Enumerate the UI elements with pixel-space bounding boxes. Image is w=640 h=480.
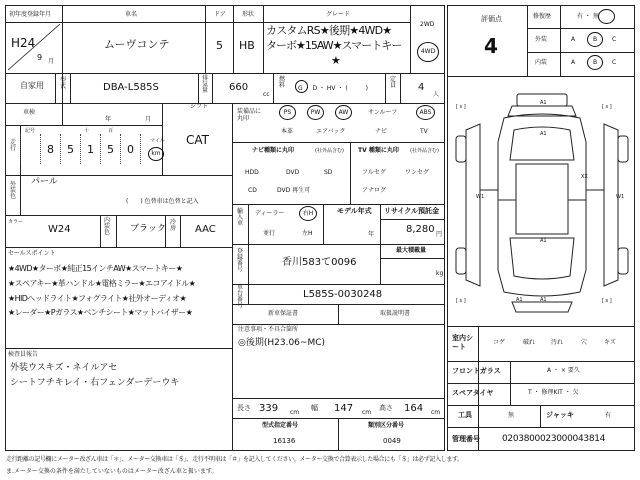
score-value: 4 bbox=[484, 34, 498, 58]
jack-label: ジャッキ bbox=[546, 411, 574, 419]
mileage-hundred-mark: 百 bbox=[108, 128, 114, 134]
color-code-value: W24 bbox=[48, 224, 71, 235]
equip-aw-circled: AW bbox=[335, 105, 352, 120]
first-reg-month: 9 bbox=[37, 53, 43, 62]
mileage-digit-cell: 8 bbox=[40, 134, 60, 164]
interior-sheet-item: コゲ bbox=[493, 339, 506, 346]
nav-type-sub: (社外品含む) bbox=[315, 148, 344, 154]
model-year-unit: 年 bbox=[368, 231, 375, 238]
interior-sheet-item: キズ bbox=[604, 339, 616, 346]
equip-sunroof: サンルーフ bbox=[368, 109, 398, 116]
miles-label: マイル bbox=[150, 138, 165, 144]
equipment-label: 装備品に丸印 bbox=[237, 108, 262, 123]
diagram-mark: A1 bbox=[540, 100, 547, 106]
sales-points-label: セールスポイント bbox=[8, 250, 56, 257]
capacity-unit: 人 bbox=[433, 91, 440, 98]
shape-value: HB bbox=[239, 39, 255, 52]
notes-label: 注意事項・不具合箇所 bbox=[238, 326, 299, 333]
diagram-mark: A1 bbox=[516, 297, 523, 303]
car-name-label: 車名 bbox=[125, 11, 138, 18]
interior-sheet-item: 汚れ bbox=[551, 339, 564, 346]
mileage-thousand-mark: 十 bbox=[84, 128, 90, 134]
jack-value: 有 bbox=[605, 412, 612, 419]
car-name: ムーヴコンテ bbox=[104, 38, 170, 51]
equip-ps-circled: PS bbox=[279, 105, 296, 120]
inspection-label: 車検 bbox=[23, 109, 36, 116]
plate-label: 登録番号 bbox=[237, 248, 244, 273]
model-label: 型式 bbox=[60, 77, 67, 90]
equip-pw-circled: PW bbox=[307, 105, 324, 120]
sales-point-line-3: ★HIDヘッドライト★フォグライト★社外オーディオ★ bbox=[8, 294, 187, 303]
grade-label: グレード bbox=[326, 11, 351, 18]
repair-options: 有 ・ 無 bbox=[577, 13, 599, 20]
grade-line-2: ターボ★15AW★スマートキー bbox=[266, 39, 402, 52]
import-dealer: ディーラー bbox=[255, 210, 285, 217]
displacement-value: 660 bbox=[229, 82, 249, 93]
exterior-color-note: ( ) 色替車は色替と記入 bbox=[126, 198, 199, 205]
spare-tire-value: T ・ 修理KIT ・ 欠 bbox=[528, 389, 579, 396]
drive-4wd-circled: 4WD bbox=[417, 42, 439, 62]
interior-color-label: 内装色 bbox=[104, 217, 111, 236]
usage-value: 自家用 bbox=[20, 81, 44, 90]
sales-point-line-4: ★レーダー★Pガラス★ベンチシート★マットバイザー★ bbox=[8, 308, 193, 317]
doors-value: 5 bbox=[216, 39, 223, 52]
diagram-mark: A1 bbox=[540, 238, 547, 244]
svg-text:[ s ]: [ s ] bbox=[456, 298, 466, 304]
first-reg-month-unit: 月 bbox=[48, 58, 55, 65]
recycle-unit: 円 bbox=[436, 231, 443, 238]
exterior-color-value: パール bbox=[31, 177, 58, 187]
chassis-value: L585S-0030248 bbox=[303, 289, 383, 300]
interior-sheet-item: 穴 bbox=[581, 339, 588, 346]
repair-selected-circle bbox=[598, 9, 615, 24]
interior-grade-label: 内装 bbox=[535, 59, 548, 66]
management-value: 020380002300004381​4 bbox=[502, 434, 606, 444]
width-unit: cm bbox=[362, 409, 372, 416]
plate-value: 香川583て0096 bbox=[282, 257, 357, 268]
category-label: 類別区分番号 bbox=[368, 422, 405, 429]
equip-tv: TV bbox=[420, 128, 428, 135]
import-left-hand: 左H bbox=[302, 230, 313, 237]
shift-label: シフト bbox=[190, 103, 209, 110]
ac-value: AAC bbox=[195, 224, 216, 235]
sales-point-line-1: ★4WD★ターボ★純正15インチAW★スマートキー★ bbox=[8, 264, 183, 273]
drive-2wd: 2WD bbox=[420, 21, 435, 28]
recycle-value: 8,280 bbox=[406, 224, 435, 235]
svg-text:[ s ]: [ s ] bbox=[602, 104, 612, 110]
interior-sheet-item: 破れ bbox=[523, 339, 536, 346]
mileage-digit-label: 記号 bbox=[25, 128, 36, 134]
grade-line-1: カスタムRS★後期★4WD★ bbox=[266, 24, 392, 37]
equip-abs-circled: ABS bbox=[416, 105, 435, 120]
designation-value: 16136 bbox=[273, 437, 296, 445]
interior-color-value: ブラック bbox=[130, 224, 166, 234]
height-label: 高さ bbox=[379, 404, 393, 412]
footer-line-2: ま.メーター交換の条件を満たしていないものはメーター改ざん車と扱います。 bbox=[6, 468, 218, 475]
displacement-label: 排気量 bbox=[202, 75, 209, 94]
capacity-value: 4 bbox=[418, 82, 425, 93]
shift-value: CAT bbox=[186, 133, 209, 147]
tools-value: 無 bbox=[508, 412, 515, 419]
interior-sheet-label: 室内シート bbox=[452, 334, 473, 352]
inspector-report-label: 検査員報告 bbox=[8, 351, 39, 358]
tv-analog: アナログ bbox=[362, 187, 387, 194]
score-label: 評価点 bbox=[481, 15, 502, 23]
diagram-mark: W1 bbox=[616, 194, 625, 200]
mileage-label: 走行 bbox=[10, 139, 17, 152]
fuel-options: G ・ D ・ HV ・ ( ) bbox=[298, 85, 369, 92]
first-reg-label: 初年度登録年月 bbox=[9, 11, 52, 18]
diagram-mark: W1 bbox=[476, 194, 485, 200]
category-value: 0049 bbox=[383, 437, 401, 445]
mileage-digit-cell: 1 bbox=[80, 134, 100, 164]
equip-leather: 本革 bbox=[281, 128, 294, 135]
import-label: 輸入車 bbox=[237, 208, 244, 227]
warranty-label: 新車保証書 bbox=[268, 310, 299, 317]
equip-navi: ナビ bbox=[375, 128, 388, 135]
inspection-month-unit: 月 bbox=[145, 116, 152, 123]
inspection-year-unit: 年 bbox=[105, 116, 112, 123]
capacity-label: 定員 bbox=[390, 76, 397, 89]
footer-line-1: 走行距離の記号欄にメーター改ざん車は「＊」、メーター交換車は「＄」、走行不明車は「＃」を記入してください。メーター交換で合算表示した場合にも「＄」は必ず記入します。 bbox=[6, 456, 463, 463]
width-label: 幅 bbox=[311, 404, 318, 412]
length-value: 339 bbox=[259, 403, 279, 414]
displacement-unit: cc bbox=[263, 91, 270, 98]
interior-grade-a: A bbox=[571, 59, 576, 66]
import-parallel: 並行 bbox=[263, 230, 276, 237]
length-unit: cm bbox=[290, 409, 300, 416]
nav-hdd: HDD bbox=[245, 169, 259, 176]
recycle-label: リサイクル預託金 bbox=[384, 207, 440, 215]
chassis-label: 車台番号 bbox=[237, 284, 244, 309]
management-label: 管理番号 bbox=[452, 435, 480, 443]
model-value: DBA-L585S bbox=[103, 82, 159, 93]
exterior-grade-a: A bbox=[571, 36, 576, 43]
tools-label: 工具 bbox=[458, 411, 472, 419]
diagram-mark: A1 bbox=[540, 297, 547, 303]
tv-oneseg: ワンセグ bbox=[405, 169, 430, 176]
spare-tire-label: スペアタイヤ bbox=[452, 389, 494, 397]
height-value: 164 bbox=[404, 403, 424, 414]
notes-value: ◎後期(H23.06~MC) bbox=[238, 338, 325, 348]
max-load-label: 最大積載量 bbox=[396, 247, 427, 254]
equip-airbag: エアバック bbox=[316, 128, 346, 135]
repair-label: 修復歴 bbox=[533, 13, 552, 20]
doors-label: ドア bbox=[214, 11, 226, 18]
designation-label: 型式指定番号 bbox=[262, 422, 299, 429]
max-load-unit: kg bbox=[436, 270, 444, 277]
nav-cd: CD bbox=[248, 187, 257, 194]
mileage-digit-cell bbox=[20, 134, 40, 164]
sales-point-line-2: ★スペアキー★革ハンドル★電格ミラー★エコアイドル★ bbox=[8, 279, 196, 288]
diagram-mark: A1 bbox=[540, 131, 547, 137]
tv-type-label: TV 種類に丸印 bbox=[358, 147, 399, 154]
svg-text:[ s ]: [ s ] bbox=[456, 104, 466, 110]
inspector-line-1: 外装ウスキズ・ネイルアセ bbox=[10, 363, 118, 373]
exterior-grade-c: C bbox=[612, 36, 617, 43]
height-unit: cm bbox=[431, 409, 441, 416]
interior-grade-c: C bbox=[612, 59, 617, 66]
exterior-color-label: 外装色 bbox=[10, 181, 17, 200]
mileage-digit-cell: 5 bbox=[60, 134, 80, 164]
length-label: 長さ bbox=[237, 404, 251, 412]
model-year-label: モデル年式 bbox=[337, 207, 372, 215]
width-value: 147 bbox=[334, 403, 354, 414]
inspector-line-2: シートフチキレイ・右フェンダーデーウキ bbox=[10, 378, 180, 388]
car-damage-diagram bbox=[452, 80, 632, 320]
shape-label: 形状 bbox=[242, 11, 255, 18]
tv-type-sub: (社外品含む) bbox=[410, 148, 439, 154]
grade-line-3: ★ bbox=[331, 54, 341, 67]
fuel-label: 燃料 bbox=[279, 76, 286, 89]
exterior-grade-label: 外装 bbox=[535, 36, 548, 43]
ac-label: 冷房 bbox=[170, 219, 177, 232]
nav-dvd-play: DVD 再生可 bbox=[277, 187, 311, 194]
svg-text:[ s ]: [ s ] bbox=[602, 298, 612, 304]
exterior-grade-b-circled: B bbox=[587, 32, 603, 47]
fuel-selected-circle bbox=[295, 80, 308, 93]
windshield-value: A ・ × 要久 bbox=[547, 367, 580, 374]
mileage-digit-cell: 0 bbox=[120, 134, 140, 164]
interior-grade-b-circled: B bbox=[587, 55, 603, 70]
manual-label: 取扱説明書 bbox=[380, 310, 411, 317]
diagram-mark: XX bbox=[581, 174, 588, 180]
nav-type-label: ナビ種類に丸印 bbox=[252, 147, 295, 154]
first-reg-year: H24 bbox=[11, 36, 36, 50]
nav-sd: SD bbox=[324, 169, 333, 176]
import-right-hand-circled: 右H bbox=[299, 206, 317, 221]
tv-fullseg: フルセグ bbox=[362, 169, 386, 176]
windshield-label: フロントガラス bbox=[452, 367, 501, 375]
mileage-digit-cell: 5 bbox=[100, 134, 120, 164]
km-circled: km bbox=[148, 147, 164, 161]
nav-dvd: DVD bbox=[286, 169, 300, 176]
color-code-label: カラー bbox=[8, 219, 24, 225]
